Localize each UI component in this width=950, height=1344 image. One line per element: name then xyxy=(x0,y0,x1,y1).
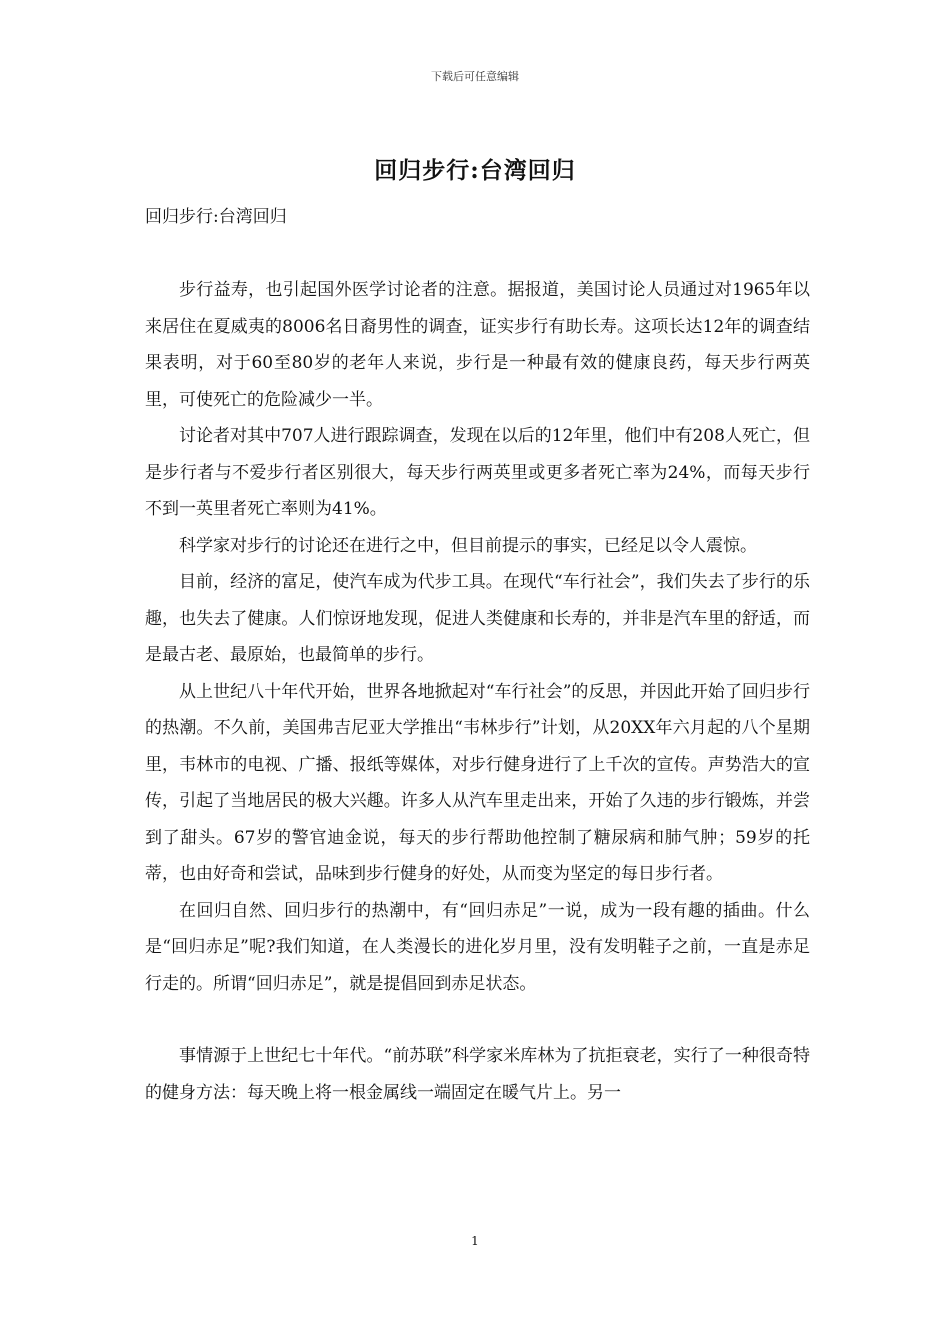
header-note: 下载后可任意编辑 xyxy=(431,70,519,83)
page-number: 1 xyxy=(471,1234,479,1248)
paragraph-2: 讨论者对其中707人进行跟踪调查，发现在以后的12年里，他们中有208人死亡，但是步行者与不爱步行者区别很大，每天步行两英里或更多者死亡率为24%，而每天步行不到一英里者死亡率则为41%。 xyxy=(145,426,810,519)
paragraph-4: 目前，经济的富足，使汽车成为代步工具。在现代“车行社会”，我们失去了步行的乐趣，也失去了健康。人们惊讶地发现，促进人类健康和长寿的，并非是汽车里的舒适，而是最古老、最原始，也最简单的步行。 xyxy=(145,572,810,665)
document-title: 回归步行:台湾回归 xyxy=(374,157,576,184)
paragraph-5: 从上世纪八十年代开始，世界各地掀起对“车行社会”的反思，并因此开始了回归步行的热潮。不久前，美国弗吉尼亚大学推出“韦林步行”计划，从20XX年六月起的八个星期里，韦林市的电视、广播、报纸等媒体，对步行健身进行了上千次的宣传。声势浩大的宣传，引起了当地居民的极大兴趣。许多人从汽车里走出来，开始了久违的步行锻炼，并尝到了甜头。67岁的警官迪金说，每天的步行帮助他控制了糖尿病和肺气肿；59岁的托蒂，也由好奇和尝试，品味到步行健身的好处，从而变为坚定的每日步行者。 xyxy=(145,681,810,884)
paragraph-1: 步行益寿，也引起国外医学讨论者的注意。据报道，美国讨论人员通过对1965年以来居住在夏威夷的8006名日裔男性的调查，证实步行有助长寿。这项长达12年的调查结果表明，对于60至80岁的老年人来说，步行是一种最有效的健康良药，每天步行两英里，可使死亡的危险减少一半。 xyxy=(145,280,810,410)
paragraph-7: 事情源于上世纪七十年代。“前苏联”科学家米库林为了抗拒衰老，实行了一种很奇特的健身方法：每天晚上将一根金属线一端固定在暖气片上。另一 xyxy=(145,1046,810,1103)
body-text xyxy=(145,272,810,1111)
document-subtitle: 回归步行:台湾回归 xyxy=(145,207,287,227)
paragraph-3: 科学家对步行的讨论还在进行之中，但目前提示的事实，已经足以令人震惊。 xyxy=(179,535,757,556)
paragraph-6: 在回归自然、回归步行的热潮中，有“回归赤足”一说，成为一段有趣的插曲。什么是“回归赤足”呢?我们知道，在人类漫长的进化岁月里，没有发明鞋子之前，一直是赤足行走的。所谓“回归赤足”，就是提倡回到赤足状态。 xyxy=(145,900,810,994)
